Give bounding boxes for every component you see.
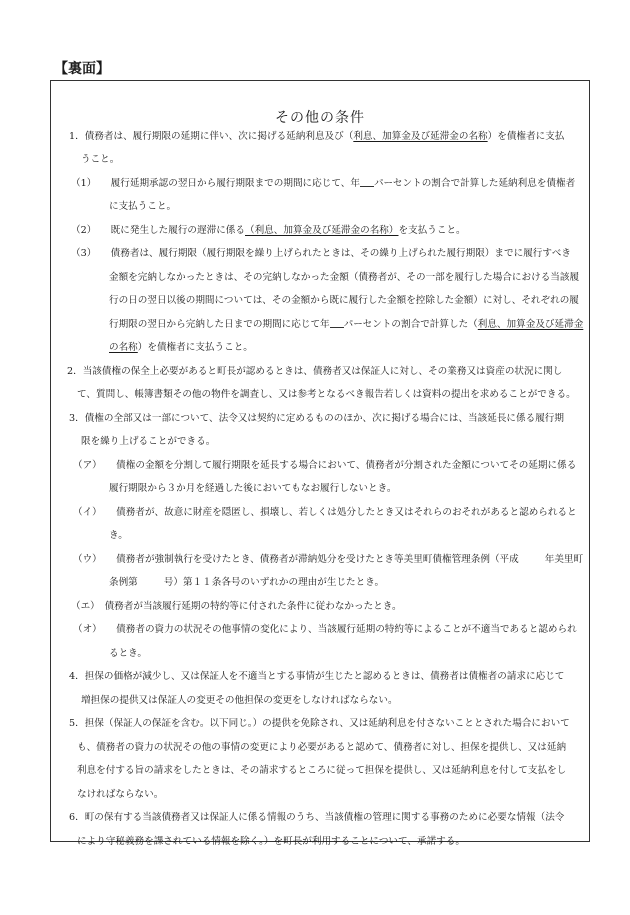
- clause-5-line-4: なければならない。: [77, 789, 164, 800]
- conditions-box: [50, 80, 590, 847]
- clause-1-3-line-5: の名称）を債権者に支払うこと。: [109, 342, 253, 353]
- clause-3-a-line-2: 履行期限から３か月を経過した後においてもなお履行しないとき。: [109, 483, 397, 494]
- clause-3-a-line-1: （ア） 債権の金額を分割して履行期限を延長する場合において、債務者が分割された金額についてその延期に係る: [73, 460, 577, 471]
- clause-6-line-2: により守秘義務を課されている情報を除く。）を町長が利用することについて、承諾する。: [77, 836, 465, 847]
- clause-3-o-line-1: （オ） 債務者の資力の状況その他事情の変化により、当該履行延期の特約等によることが不適当であると認められ: [73, 624, 577, 635]
- clause-2-line-1: 2．当該債権の保全上必要があると町長が認めるときは、債務者又は保証人に対し、その業務又は資産の状況に関し: [67, 366, 563, 377]
- clause-1-3-line-4: 行期限の翌日から完納した日までの期間に応じて年 パーセントの割合で計算した（利息、加算金及び延滞金: [109, 319, 584, 330]
- clause-1-3-line-3: 行の日の翌日以後の期間については、その金額から既に履行した金額を控除した金額）に対し、それぞれの履: [109, 295, 579, 306]
- page-label: 【裏面】: [54, 61, 110, 77]
- rate-blank: [360, 176, 374, 187]
- clause-3-u-line-2: 条例第 号）第１１条各号のいずれかの理由が生じたとき。: [109, 577, 385, 588]
- clause-3-i-line-1: （イ） 債務者が、故意に財産を隠匿し、損壊し、若しくは処分したとき又はそれらのおそれがあると認められると: [73, 507, 577, 518]
- clause-3-e: （エ） 債務者が当該履行延期の特約等に付された条件に従わなかったとき。: [71, 601, 402, 612]
- clause-5-line-1: 5．担保（保証人の保証を含む。以下同じ。）の提供を免除され、又は延納利息を付さないこととされた場合において: [69, 718, 570, 729]
- clause-5-line-3: 利息を付する旨の請求をしたときは、その請求するところに従って担保を提供し、又は延納利息を付して支払をし: [77, 765, 567, 776]
- page-title: その他の条件: [275, 110, 365, 126]
- rate-blank: [330, 317, 344, 328]
- clause-6-line-1: 6．町の保有する当該債務者又は保証人に係る情報のうち、当該債権の管理に関する事務のために必要な情報（法令: [69, 812, 565, 823]
- clause-4-line-1: 4．担保の価格が減少し、又は保証人を不適当とする事情が生じたと認めるときは、債務者は債権者の請求に応じて: [69, 671, 565, 682]
- clause-3-line-1: 3．債権の全部又は一部について、法令又は契約に定めるもののほか、次に掲げる場合には、当該延長に係る履行期: [69, 413, 564, 424]
- clause-1-3-line-1: （3） 債務者は、履行期限（履行期限を繰り上げられたときは、その繰り上げられた履行期限）までに履行すべき: [71, 248, 571, 259]
- clause-1-1-line-2: に支払うこと。: [109, 201, 177, 212]
- clause-3-i-line-2: き。: [109, 530, 128, 541]
- clause-1-1-line-1: （1） 履行延期承認の翌日から履行期限までの期間に応じて、年 パーセントの割合で計算した延納利息を債権者: [71, 178, 576, 189]
- clause-1-2: （2） 既に発生した履行の遅滞に係る（利息、加算金及び延滞金の名称）を支払うこと。: [71, 225, 466, 236]
- clause-5-line-2: も、債務者の資力の状況その他の事情の変更により必要があると認めて、債務者に対し、担保を提供し、又は延納: [77, 742, 567, 753]
- clause-4-line-2: 増担保の提供又は保証人の変更その他担保の変更をしなければならない。: [81, 695, 398, 706]
- clause-1-3-line-2: 金額を完納しなかったときは、その完納しなかった金額（債務者が、その一部を履行した場合における当該履: [109, 272, 580, 283]
- clause-2-line-2: て、質問し、帳簿書類その他の物件を調査し、又は参考となるべき報告若しくは資料の提出を求めることができる。: [77, 389, 576, 400]
- clause-1-line-1: 1．債務者は、履行期限の延期に伴い、次に掲げる延納利息及び（利息、加算金及び延滞金の名称）を債権者に支払: [69, 131, 565, 142]
- clause-1-line-2: うこと。: [81, 154, 120, 165]
- clause-3-o-line-2: るとき。: [109, 648, 147, 659]
- clause-3-line-2: 限を繰り上げることができる。: [81, 436, 216, 447]
- clause-3-u-line-1: （ウ） 債務者が強制執行を受けたとき、債務者が滞納処分を受けたとき等美里町債権管理条例（平成 年美里町: [73, 554, 584, 565]
